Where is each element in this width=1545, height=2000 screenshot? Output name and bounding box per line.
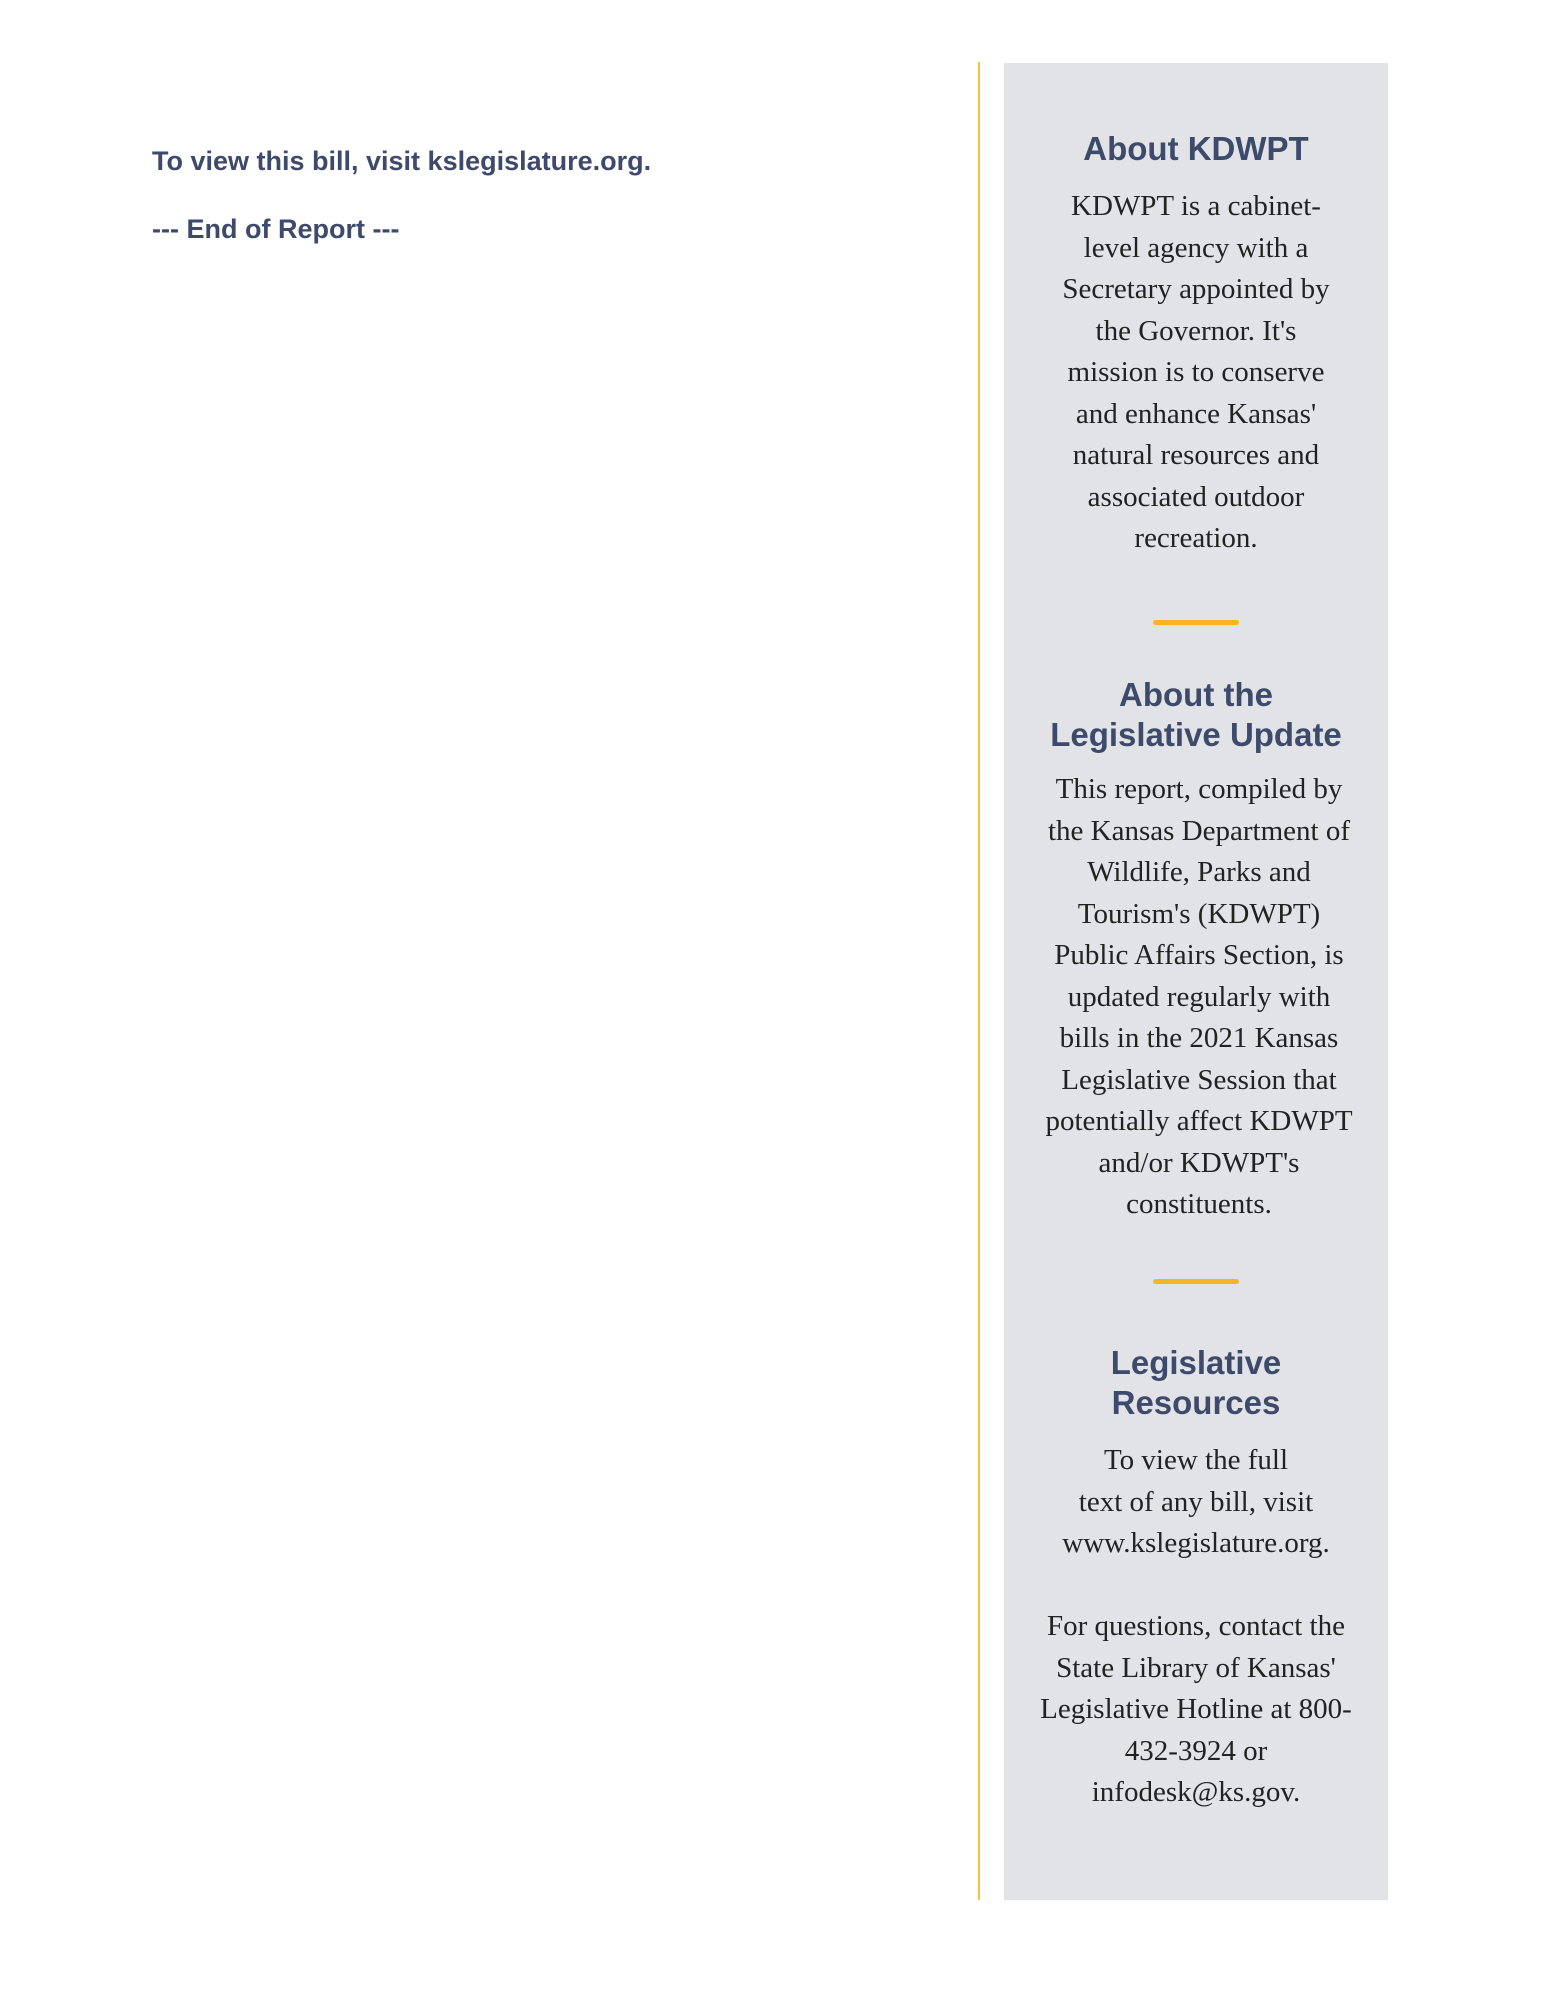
- about-update-heading-line1: About the: [1119, 676, 1273, 713]
- resources-heading: [1004, 1343, 1388, 1423]
- vertical-divider: [978, 62, 980, 1900]
- contact-info: For questions, contact the State Library of Kansas' Legislative Hotline at 800-432-3924 or infodesk@ks.gov.: [1040, 1610, 1352, 1808]
- about-update-heading: [1004, 675, 1388, 755]
- about-kdwpt-body: KDWPT is a cabinet-level agency with a Secretary appointed by the Governor. It's mission is to conserve and enhance Kansas' natural resources and associated outdoor recreation.: [1062, 190, 1330, 554]
- kslegislature-link[interactable]: www.kslegislature.org.: [1062, 1527, 1330, 1559]
- sidebar: [1004, 63, 1388, 1900]
- resources-body-line2: text of any bill, visit: [1078, 1485, 1314, 1518]
- section-divider: [1153, 620, 1239, 625]
- resources-heading-line1: Legislative: [1110, 1344, 1282, 1381]
- section-divider: [1153, 1279, 1239, 1284]
- about-update-heading-line2: Legislative Update: [1050, 716, 1342, 753]
- end-of-report: --- End of Report ---: [152, 214, 400, 244]
- bill-link-note: To view this bill, visit kslegislature.org.: [152, 146, 652, 176]
- resources-body: [1040, 1440, 1352, 1565]
- about-update-body: This report, compiled by the Kansas Department of Wildlife, Parks and Tourism's (KDWPT) Public Affairs Section, is updated regularly with bills in the 2021 Kansas Legislative Session that potentially affect KDWPT and/or KDWPT's constituents.: [1045, 773, 1353, 1220]
- resources-body-line1: To view the full: [1103, 1444, 1288, 1476]
- about-kdwpt-heading: About KDWPT: [1083, 130, 1309, 167]
- resources-heading-line2: Resources: [1111, 1384, 1281, 1421]
